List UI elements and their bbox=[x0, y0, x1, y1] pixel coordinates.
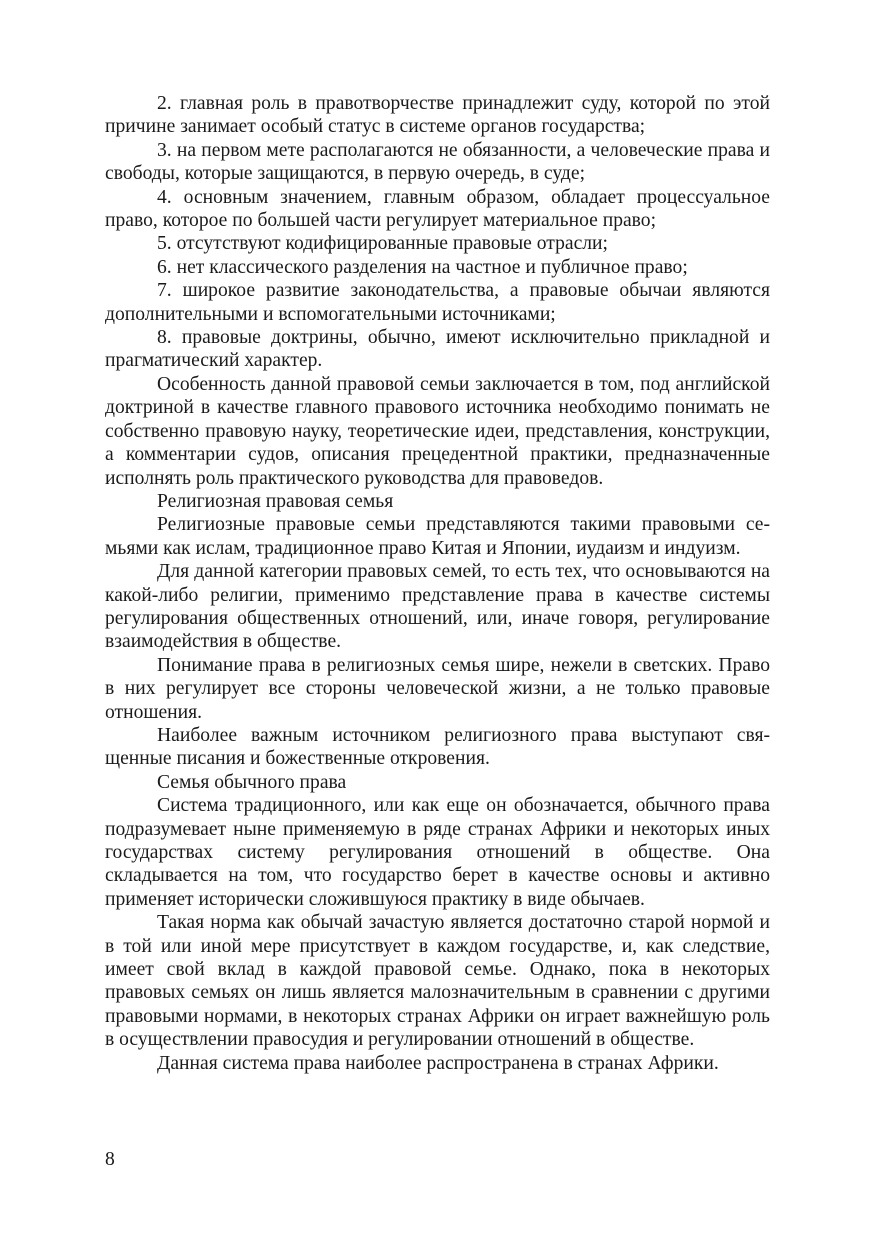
paragraph-custom-norm: Такая норма как обычай зачастую является достаточно старой нормой и в той или иной мере присутствует в каждом государстве, и, как следствие, имеет свой вклад в каждой правовой семье. Однако, пока в некоторых правовых семьях он лишь является малозначительным в сравнении с другими правовыми нормами, в некоторых странах Африки он играет важнейшую роль в осуществлении правосудия и регулировании отношений в обществе. bbox=[105, 912, 770, 1051]
list-item-5: 5. отсутствуют кодифицированные правовые отрасли; bbox=[157, 233, 608, 255]
paragraph-religious-category: Для данной категории правовых семей, то есть тех, что основываются на какой-либо религии, применимо представление права в качестве системы регулирования общественных отношений, или, иначе говоря, регулирование взаимодействия в обществе. bbox=[105, 561, 770, 653]
section-heading-customary-family: Семья обычного права bbox=[157, 771, 347, 793]
list-item-7: 7. широкое развитие законодательства, а правовые обычаи являются дополнительными и вспомогательными источниками; bbox=[105, 280, 770, 325]
paragraph-religious-sources: Наиболее важным источником религиозного права выступают священные писания и божественные откровения. bbox=[105, 724, 770, 770]
body-text bbox=[105, 92, 770, 1075]
page-number: 8 bbox=[105, 1149, 115, 1170]
section-heading-religious-family: Религиозная правовая семья bbox=[157, 490, 394, 512]
list-item-3: 3. на первом мете располагаются не обязанности, а человеческие права и свободы, которые защищаются, в первую очередь, в суде; bbox=[105, 139, 770, 185]
list-item-6: 6. нет классического разделения на частное и публичное право; bbox=[157, 256, 688, 278]
paragraph-religious-families: Религиозные правовые семьи представляются такими правовыми семьями как ислам, традиционное право Китая и Японии, иудаизм и индуизм. bbox=[105, 514, 770, 559]
list-item-8: 8. правовые доктрины, обычно, имеют исключительно прикладной и прагматический характер. bbox=[105, 327, 770, 372]
list-item-4: 4. основным значением, главным образом, обладает процессуальное право, которое по большей части регулирует материальное право; bbox=[105, 186, 770, 232]
paragraph-customary-system: Система традиционного, или как еще он обозначается, обычного права подразумевает ныне применяемую в ряде странах Африки и некоторых иных государствах систему регулирования отношений в обществе. Она складывается на том, что государство берет в качестве основы и активно применяет исторически сложившуюся практику в виде обычаев. bbox=[105, 795, 770, 910]
list-item-2: 2. главная роль в правотворчестве принадлежит суду, которой по этой причине занимает особый статус в системе органов государства; bbox=[105, 93, 770, 138]
paragraph-english-doctrine: Особенность данной правовой семьи заключается в том, под английской доктриной в качестве главного правового источника необходимо понимать не собственно правовую науку, теоретические идеи, представления, конструкции, а комментарии судов, описания прецедентной практики, предназначенные исполнять роль практического руководства для правоведов. bbox=[105, 373, 770, 489]
paragraph-religious-understanding: Понимание права в религиозных семья шире, нежели в светских. Право в них регулирует все стороны человеческой жизни, а не только правовые отношения. bbox=[105, 654, 770, 723]
paragraph-africa: Данная система права наиболее распространена в странах Африки. bbox=[157, 1052, 719, 1074]
